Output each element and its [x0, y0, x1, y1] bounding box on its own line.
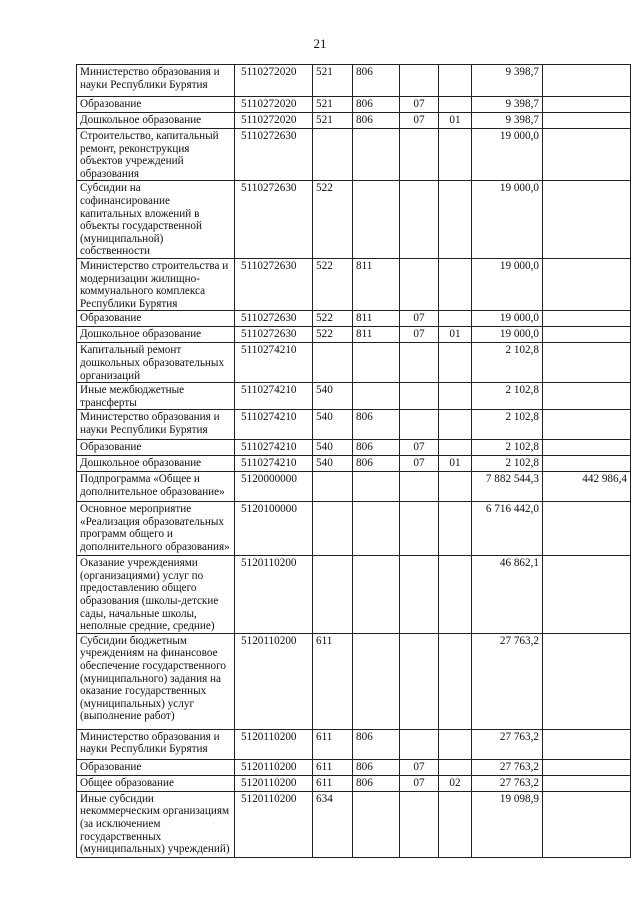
target-article-cell: 5110272630 — [235, 181, 313, 259]
federal-amount-cell — [543, 343, 631, 383]
table-row — [77, 410, 631, 440]
section-cell — [400, 633, 439, 729]
section-cell — [400, 258, 439, 310]
subsection-cell — [439, 97, 472, 113]
ministry-code-cell: 806 — [353, 113, 400, 129]
expense-type-cell — [313, 556, 353, 634]
section-cell: 07 — [400, 456, 439, 472]
expense-type-cell: 521 — [313, 113, 353, 129]
table-row — [77, 456, 631, 472]
federal-amount-cell — [543, 65, 631, 97]
section-cell: 07 — [400, 97, 439, 113]
row-name-cell: Оказание учреждениями (организациями) услуг по предоставлению общего образования (школы-детские сады, начальные школы, неполные средние, средние) — [77, 556, 235, 634]
ministry-code-cell: 806 — [353, 759, 400, 775]
subsection-cell — [439, 181, 472, 259]
amount-cell: 27 763,2 — [472, 633, 543, 729]
section-cell — [400, 343, 439, 383]
row-name-cell: Капитальный ремонт дошкольных образовательных организаций — [77, 343, 235, 383]
ministry-code-cell — [353, 556, 400, 634]
federal-amount-cell — [543, 759, 631, 775]
federal-amount-cell — [543, 113, 631, 129]
expense-type-cell: 521 — [313, 65, 353, 97]
amount-cell: 2 102,8 — [472, 343, 543, 383]
expense-type-cell: 540 — [313, 410, 353, 440]
table-row — [77, 729, 631, 759]
ministry-code-cell: 806 — [353, 775, 400, 791]
ministry-code-cell: 811 — [353, 327, 400, 343]
section-cell — [400, 502, 439, 556]
row-name-cell: Дошкольное образование — [77, 327, 235, 343]
table-row — [77, 440, 631, 456]
subsection-cell — [439, 311, 472, 327]
target-article-cell: 5120100000 — [235, 502, 313, 556]
federal-amount-cell — [543, 410, 631, 440]
amount-cell: 19 000,0 — [472, 181, 543, 259]
federal-amount-cell — [543, 456, 631, 472]
federal-amount-cell — [543, 327, 631, 343]
expense-type-cell: 522 — [313, 181, 353, 259]
row-name-cell: Образование — [77, 759, 235, 775]
ministry-code-cell — [353, 129, 400, 181]
subsection-cell: 01 — [439, 456, 472, 472]
section-cell: 07 — [400, 311, 439, 327]
subsection-cell — [439, 65, 472, 97]
section-cell — [400, 791, 439, 857]
federal-amount-cell — [543, 502, 631, 556]
target-article-cell: 5110274210 — [235, 456, 313, 472]
ministry-code-cell — [353, 633, 400, 729]
target-article-cell: 5110272020 — [235, 97, 313, 113]
table-row — [77, 65, 631, 97]
section-cell — [400, 729, 439, 759]
row-name-cell: Министерство строительства и модернизации жилищно-коммунального комплекса Республики Бурятия — [77, 258, 235, 310]
subsection-cell — [439, 729, 472, 759]
section-cell — [400, 181, 439, 259]
ministry-code-cell: 806 — [353, 65, 400, 97]
federal-amount-cell — [543, 791, 631, 857]
section-cell: 07 — [400, 113, 439, 129]
target-article-cell: 5120110200 — [235, 729, 313, 759]
federal-amount-cell: 442 986,4 — [543, 472, 631, 502]
federal-amount-cell — [543, 440, 631, 456]
row-name-cell: Министерство образования и науки Республики Бурятия — [77, 410, 235, 440]
ministry-code-cell: 811 — [353, 311, 400, 327]
row-name-cell: Общее образование — [77, 775, 235, 791]
subsection-cell — [439, 502, 472, 556]
federal-amount-cell — [543, 556, 631, 634]
expense-type-cell: 611 — [313, 633, 353, 729]
table-row — [77, 556, 631, 634]
federal-amount-cell — [543, 181, 631, 259]
budget-table — [76, 64, 631, 858]
federal-amount-cell — [543, 633, 631, 729]
amount-cell: 7 882 544,3 — [472, 472, 543, 502]
amount-cell: 27 763,2 — [472, 775, 543, 791]
amount-cell: 9 398,7 — [472, 97, 543, 113]
subsection-cell — [439, 556, 472, 634]
section-cell: 07 — [400, 440, 439, 456]
target-article-cell: 5110274210 — [235, 343, 313, 383]
row-name-cell: Образование — [77, 97, 235, 113]
amount-cell: 2 102,8 — [472, 456, 543, 472]
row-name-cell: Субсидии на софинансирование капитальных вложений в объекты государственной (муниципальной) собственности — [77, 181, 235, 259]
federal-amount-cell — [543, 129, 631, 181]
section-cell — [400, 129, 439, 181]
expense-type-cell — [313, 472, 353, 502]
target-article-cell: 5120110200 — [235, 556, 313, 634]
federal-amount-cell — [543, 729, 631, 759]
table-row — [77, 472, 631, 502]
section-cell — [400, 472, 439, 502]
subsection-cell — [439, 759, 472, 775]
target-article-cell: 5110272630 — [235, 311, 313, 327]
row-name-cell: Дошкольное образование — [77, 113, 235, 129]
subsection-cell: 01 — [439, 113, 472, 129]
amount-cell: 19 000,0 — [472, 129, 543, 181]
subsection-cell: 02 — [439, 775, 472, 791]
target-article-cell: 5110272630 — [235, 129, 313, 181]
target-article-cell: 5120000000 — [235, 472, 313, 502]
ministry-code-cell: 806 — [353, 410, 400, 440]
target-article-cell: 5110274210 — [235, 383, 313, 410]
amount-cell: 27 763,2 — [472, 729, 543, 759]
row-name-cell: Министерство образования и науки Республики Бурятия — [77, 65, 235, 97]
table-row — [77, 775, 631, 791]
table-row — [77, 97, 631, 113]
row-name-cell: Подпрограмма «Общее и дополнительное образование» — [77, 472, 235, 502]
target-article-cell: 5110272020 — [235, 113, 313, 129]
amount-cell: 19 000,0 — [472, 327, 543, 343]
ministry-code-cell — [353, 791, 400, 857]
expense-type-cell: 634 — [313, 791, 353, 857]
amount-cell: 2 102,8 — [472, 440, 543, 456]
row-name-cell: Образование — [77, 311, 235, 327]
subsection-cell — [439, 633, 472, 729]
row-name-cell: Дошкольное образование — [77, 456, 235, 472]
row-name-cell: Министерство образования и науки Республики Бурятия — [77, 729, 235, 759]
page-number: 21 — [313, 36, 327, 51]
table-row — [77, 258, 631, 310]
federal-amount-cell — [543, 383, 631, 410]
target-article-cell: 5110272630 — [235, 258, 313, 310]
section-cell — [400, 556, 439, 634]
amount-cell: 2 102,8 — [472, 410, 543, 440]
subsection-cell — [439, 472, 472, 502]
target-article-cell: 5110272630 — [235, 327, 313, 343]
expense-type-cell: 522 — [313, 311, 353, 327]
expense-type-cell: 611 — [313, 775, 353, 791]
table-row — [77, 383, 631, 410]
subsection-cell — [439, 440, 472, 456]
federal-amount-cell — [543, 775, 631, 791]
row-name-cell: Субсидии бюджетным учреждениям на финансовое обеспечение государственного (муниципального) задания на оказание государственных (муниципальных) услуг (выполнение работ) — [77, 633, 235, 729]
subsection-cell — [439, 129, 472, 181]
amount-cell: 19 000,0 — [472, 311, 543, 327]
target-article-cell: 5110274210 — [235, 410, 313, 440]
table-row — [77, 343, 631, 383]
ministry-code-cell: 806 — [353, 97, 400, 113]
target-article-cell: 5110272020 — [235, 65, 313, 97]
ministry-code-cell — [353, 181, 400, 259]
subsection-cell: 01 — [439, 327, 472, 343]
federal-amount-cell — [543, 97, 631, 113]
table-body — [77, 65, 631, 858]
subsection-cell — [439, 383, 472, 410]
table-row — [77, 327, 631, 343]
ministry-code-cell: 811 — [353, 258, 400, 310]
federal-amount-cell — [543, 311, 631, 327]
row-name-cell: Строительство, капитальный ремонт, реконструкция объектов учреждений образования — [77, 129, 235, 181]
table-row — [77, 181, 631, 259]
section-cell — [400, 410, 439, 440]
expense-type-cell: 540 — [313, 440, 353, 456]
expense-type-cell: 611 — [313, 729, 353, 759]
target-article-cell: 5120110200 — [235, 633, 313, 729]
table-row — [77, 633, 631, 729]
section-cell — [400, 65, 439, 97]
federal-amount-cell — [543, 258, 631, 310]
subsection-cell — [439, 343, 472, 383]
amount-cell: 9 398,7 — [472, 65, 543, 97]
row-name-cell: Основное мероприятие «Реализация образовательных программ общего и дополнительного образования» — [77, 502, 235, 556]
table-row — [77, 502, 631, 556]
expense-type-cell: 522 — [313, 258, 353, 310]
ministry-code-cell — [353, 502, 400, 556]
amount-cell: 6 716 442,0 — [472, 502, 543, 556]
target-article-cell: 5120110200 — [235, 775, 313, 791]
amount-cell: 19 000,0 — [472, 258, 543, 310]
ministry-code-cell: 806 — [353, 729, 400, 759]
target-article-cell: 5120110200 — [235, 791, 313, 857]
expense-type-cell — [313, 129, 353, 181]
amount-cell: 19 098,9 — [472, 791, 543, 857]
target-article-cell: 5110274210 — [235, 440, 313, 456]
target-article-cell: 5120110200 — [235, 759, 313, 775]
subsection-cell — [439, 410, 472, 440]
subsection-cell — [439, 791, 472, 857]
amount-cell: 9 398,7 — [472, 113, 543, 129]
expense-type-cell: 611 — [313, 759, 353, 775]
expense-type-cell — [313, 343, 353, 383]
section-cell: 07 — [400, 775, 439, 791]
ministry-code-cell: 806 — [353, 456, 400, 472]
section-cell — [400, 383, 439, 410]
expense-type-cell: 521 — [313, 97, 353, 113]
ministry-code-cell — [353, 383, 400, 410]
expense-type-cell: 522 — [313, 327, 353, 343]
subsection-cell — [439, 258, 472, 310]
ministry-code-cell — [353, 343, 400, 383]
section-cell: 07 — [400, 759, 439, 775]
expense-type-cell: 540 — [313, 383, 353, 410]
row-name-cell: Иные межбюджетные трансферты — [77, 383, 235, 410]
table-row — [77, 311, 631, 327]
amount-cell: 27 763,2 — [472, 759, 543, 775]
amount-cell: 46 862,1 — [472, 556, 543, 634]
amount-cell: 2 102,8 — [472, 383, 543, 410]
table-row — [77, 113, 631, 129]
table-row — [77, 759, 631, 775]
ministry-code-cell — [353, 472, 400, 502]
row-name-cell: Иные субсидии некоммерческим организациям (за исключением государственных (муниципальных) учреждений) — [77, 791, 235, 857]
expense-type-cell — [313, 502, 353, 556]
expense-type-cell: 540 — [313, 456, 353, 472]
ministry-code-cell: 806 — [353, 440, 400, 456]
section-cell: 07 — [400, 327, 439, 343]
table-row — [77, 129, 631, 181]
table-row — [77, 791, 631, 857]
row-name-cell: Образование — [77, 440, 235, 456]
